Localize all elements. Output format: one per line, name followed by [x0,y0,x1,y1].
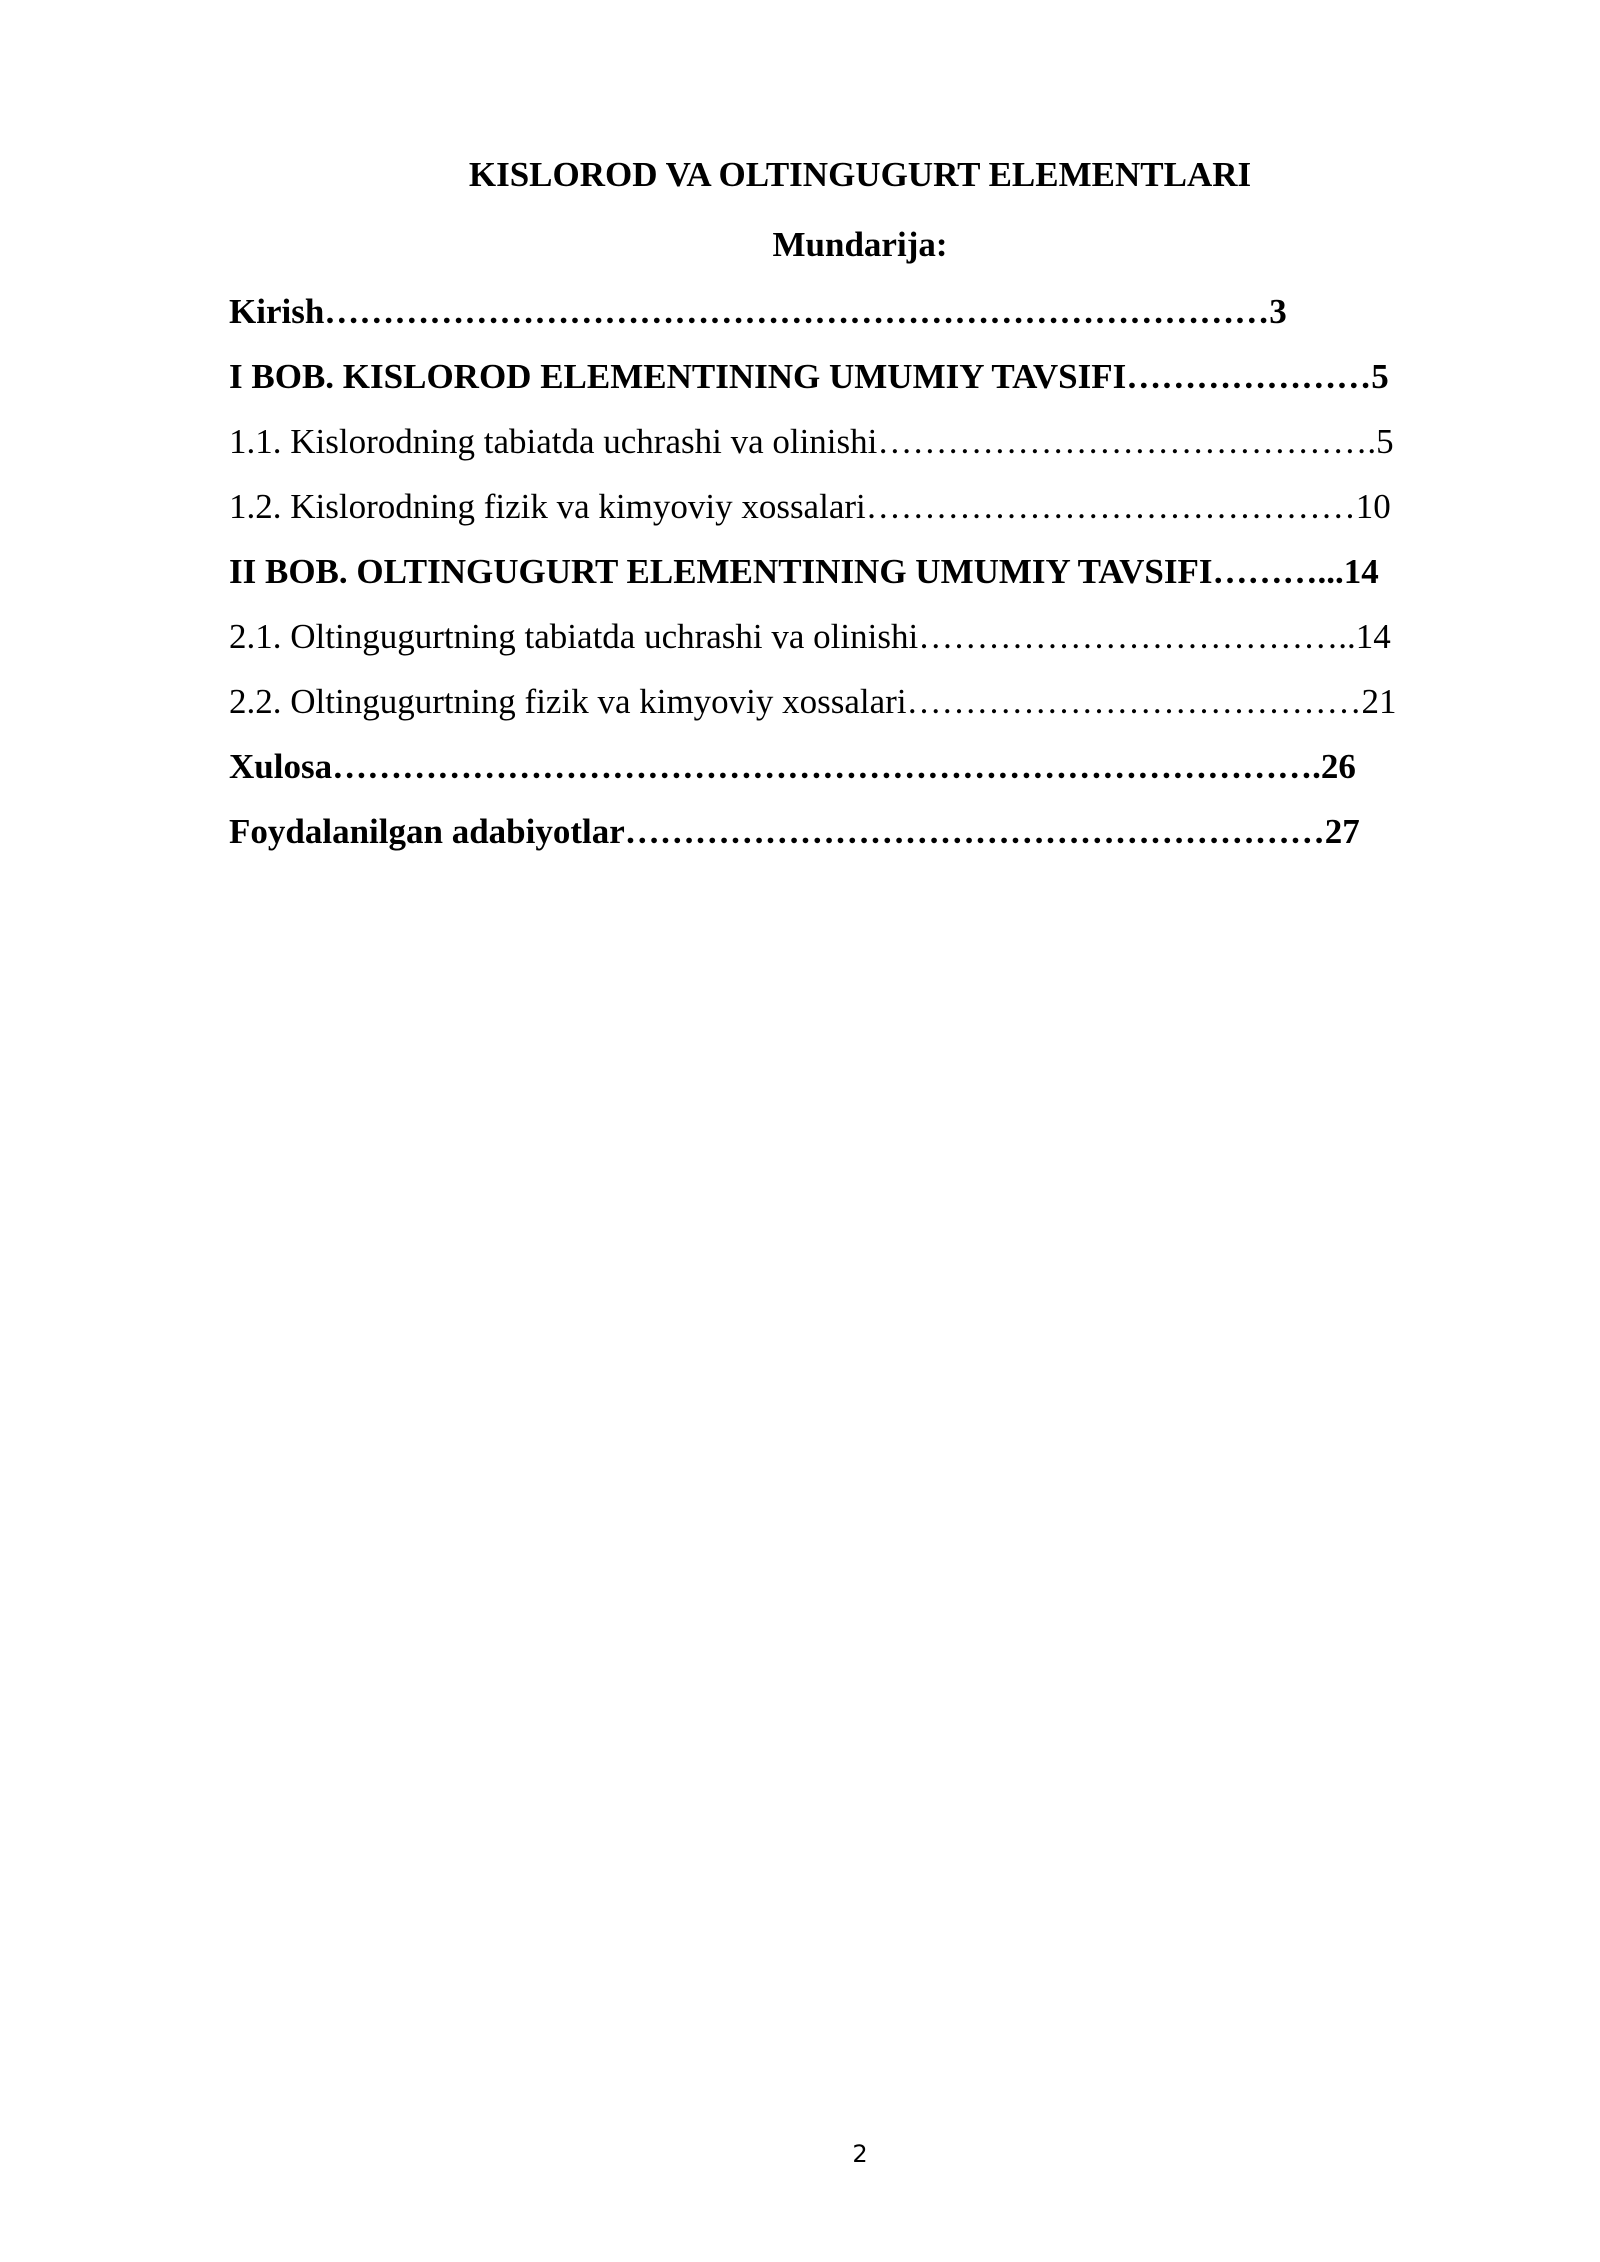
document-title: KISLOROD VA OLTINGUGURT ELEMENTLARI [468,155,1252,194]
toc-entry-text: Foydalanilgan adabiyotlar……………………………………………………27 [229,812,1360,851]
toc-entry-text: 2.1. Oltingugurtning tabiatda uchrashi va olinishi………………………………..14 [229,617,1391,656]
page-number: 2 [852,2140,868,2168]
toc-heading: Mundarija: [772,225,948,264]
toc-entry-text: Xulosa………………………………………………………………………….26 [229,747,1356,786]
toc-entry-text: 2.2. Oltingugurtning fizik va kimyoviy xossalari…………………………………21 [229,682,1397,721]
toc-entry-introduction [229,287,1489,352]
toc-entry-section-2-1 [229,612,1489,677]
toc-entry-conclusion [229,742,1489,807]
toc-entry-chapter-1 [229,352,1489,417]
toc-entry-section-1-2 [229,482,1489,547]
table-of-contents [229,287,1489,872]
toc-entry-section-1-1 [229,417,1489,482]
toc-entry-text: I BOB. KISLOROD ELEMENTINING UMUMIY TAVSIFI…………………5 [229,357,1389,396]
toc-entry-references [229,807,1489,872]
toc-entry-text: 1.2. Kislorodning fizik va kimyoviy xossalari……………………………………10 [229,487,1391,526]
toc-entry-text: II BOB. OLTINGUGURT ELEMENTINING UMUMIY TAVSIFI………...14 [229,552,1379,591]
toc-entry-text: 1.1. Kislorodning tabiatda uchrashi va olinishi…………………………………….5 [229,422,1394,461]
toc-entry-chapter-2 [229,547,1489,612]
toc-entry-section-2-2 [229,677,1489,742]
toc-entry-text: Kirish………………………………………………………………………3 [229,292,1287,331]
